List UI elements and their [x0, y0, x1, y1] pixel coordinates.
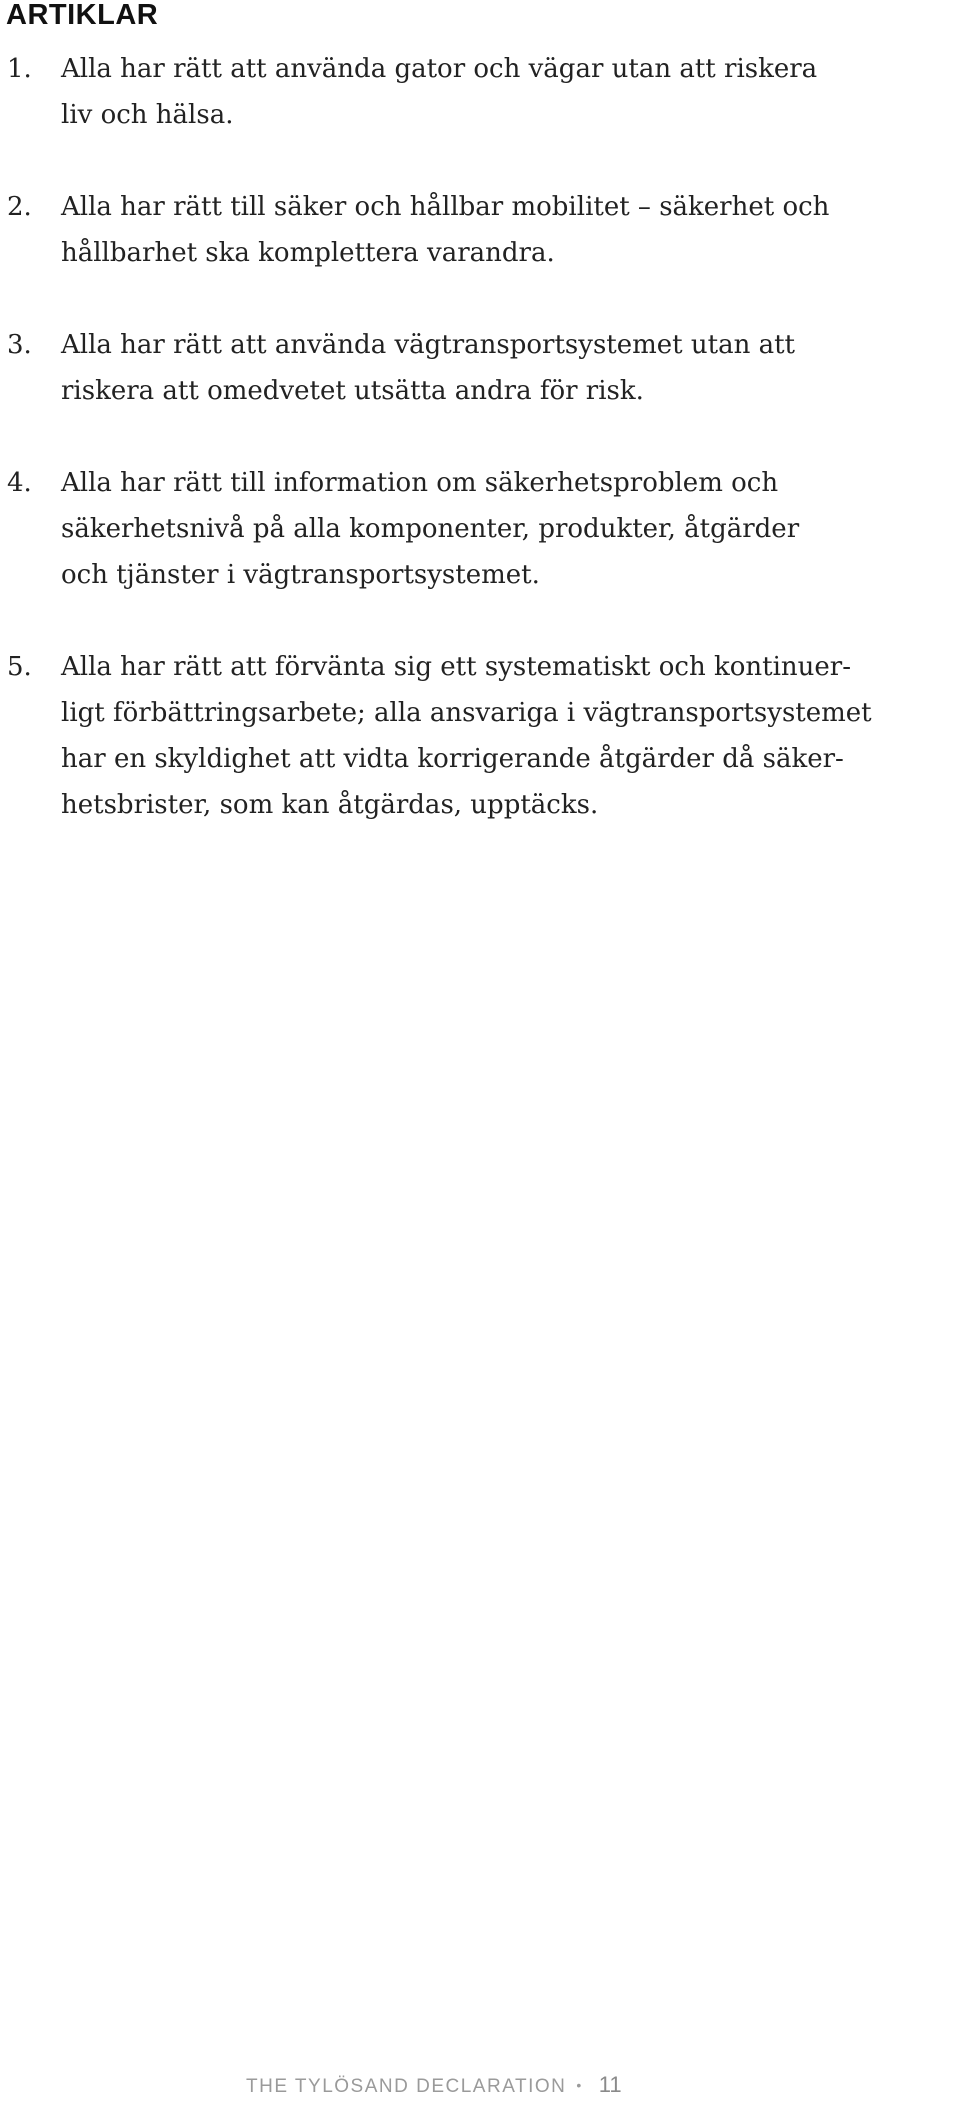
article-text-line: Alla har rätt till säker och hållbar mobilitet – säkerhet och: [61, 192, 830, 222]
footer-bullet: •: [576, 2077, 583, 2093]
article-text-line: säkerhetsnivå på alla komponenter, produkter, åtgärder: [61, 514, 800, 544]
article-text-line: Alla har rätt att förvänta sig ett systematiskt och kontinuer-: [61, 652, 852, 682]
article-number: 5.: [7, 652, 32, 682]
article-text-line: har en skyldighet att vidta korrigerande åtgärder då säker-: [61, 744, 844, 774]
article-item: [0, 460, 960, 598]
article-text-line: Alla har rätt till information om säkerhetsproblem och: [61, 468, 779, 498]
article-text: [61, 322, 960, 414]
page-number: 11: [598, 2072, 622, 2097]
article-text: [61, 46, 960, 138]
article-number: 1.: [7, 54, 32, 84]
article-text-line: riskera att omedvetet utsätta andra för risk.: [61, 376, 644, 406]
article-text: [61, 184, 960, 276]
article-item: [0, 184, 960, 276]
article-text-line: hållbarhet ska komplettera varandra.: [61, 238, 555, 268]
article-text-line: Alla har rätt att använda vägtransportsystemet utan att: [61, 330, 795, 360]
article-item: [0, 46, 960, 138]
article-text-line: liv och hälsa.: [61, 100, 234, 130]
article-text-line: och tjänster i vägtransportsystemet.: [61, 560, 540, 590]
article-number: 2.: [7, 192, 32, 222]
page-footer: [246, 2072, 622, 2100]
article-text-line: Alla har rätt att använda gator och vägar utan att riskera: [61, 54, 818, 84]
article-text: [61, 644, 960, 828]
article-item: [0, 322, 960, 414]
article-text-line: hetsbrister, som kan åtgärdas, upptäcks.: [61, 790, 599, 820]
page-title: ARTIKLAR: [6, 0, 159, 31]
article-text-line: ligt förbättringsarbete; alla ansvariga i vägtransportsystemet: [61, 698, 872, 728]
article-text: [61, 460, 960, 598]
article-item: [0, 644, 960, 828]
footer-document-title: THE TYLÖSAND DECLARATION: [246, 2076, 567, 2097]
article-number: 3.: [7, 330, 32, 360]
article-number: 4.: [7, 468, 32, 498]
article-list: [0, 46, 960, 874]
